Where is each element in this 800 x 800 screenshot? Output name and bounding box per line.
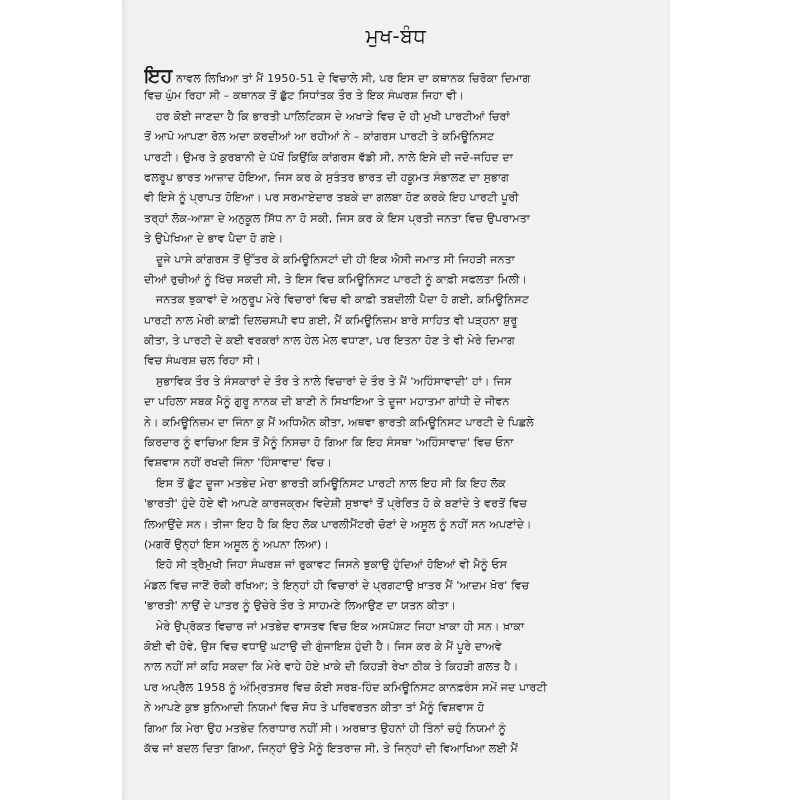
text-line: ਹਰ ਕੋਈ ਜਾਣਦਾ ਹੈ ਕਿ ਭਾਰਤੀ ਪਾਲਿਟਿਕਸ ਦੇ ਅਖਾੜੇ ਵਿਚ ਦੋ ਹੀ ਮੁਖੀ ਪਾਰਟੀਆਂ ਚਿਰਾਂ xyxy=(156,109,510,123)
text-line: ਵਿਚ ਸੰਘਰਸ਼ ਚਲ ਰਿਹਾ ਸੀ। xyxy=(144,354,262,368)
text-line: ਤਰ੍ਹਾਂ ਲੋਕ-ਆਸ਼ਾ ਦੇ ਅਨੁਕੂਲ ਸਿੱਧ ਨਾ ਹੋ ਸਕੀ, ਜਿਸ ਕਰ ਕੇ ਇਸ ਪ੍ਰਤੀ ਜਨਤਾ ਵਿਚ ਉਪਰਾਮਤਾ xyxy=(144,211,531,225)
text-line: 'ਭਾਰਤੀ' ਹੁੰਦੇ ਹੋਏ ਵੀ ਆਪਣੇ ਕਾਰਜਕ੍ਰਮ ਵਿਦੇਸ਼ੀ ਸੁਝਾਵਾਂ ਤੋਂ ਪ੍ਰੇਰਿਤ ਹੋ ਕੇ ਬਣਾਂਦੇ ਤੇ ਵਰਤੋਂ ਵਿਚ xyxy=(144,497,528,511)
text-line: ਨੇ। ਕਮਿਊਨਿਜ਼ਮ ਦਾ ਜਿੰਨਾ ਕੁ ਮੈਂ ਅਧਿਐਨ ਕੀਤਾ, ਅਥਵਾ ਭਾਰਤੀ ਕਮਿਊਨਿਸਟ ਪਾਰਟੀ ਦੇ ਪਿਛਲੇ xyxy=(144,415,534,429)
paragraph xyxy=(144,290,652,372)
text-line: ਦੂਜੇ ਪਾਸੇ ਕਾਂਗਰਸ ਤੋਂ ਉੱਤਰ ਕੇ ਕਮਿਊਨਿਸਟਾਂ ਦੀ ਹੀ ਇਕ ਐਸੀ ਜਮਾਤ ਸੀ ਜਿਹੜੀ ਜਨਤਾ xyxy=(156,252,515,266)
text-line: ਪਰ ਅਪ੍ਰੈਲ 1958 ਨੂੰ ਅੰਮ੍ਰਿਤਸਰ ਵਿਚ ਕੋਈ ਸਰਬ-ਹਿੰਦ ਕਮਿਊਨਿਸਟ ਕਾਨਫ਼ਰੰਸ ਸਮੇਂ ਜਦ ਪਾਰਟੀ xyxy=(144,680,547,694)
text-line: 'ਭਾਰਤੀ' ਨਾਉਂ ਦੇ ਪਾਤਰ ਨੂੰ ਉਚੇਰੇ ਤੌਰ ਤੇ ਸਾਹਮਣੇ ਲਿਆਉਣ ਦਾ ਯਤਨ ਕੀਤਾ। xyxy=(144,599,456,613)
text-line: ਜਨਤਕ ਝੁਕਾਵਾਂ ਦੇ ਅਨੁਰੂਪ ਮੇਰੇ ਵਿਚਾਰਾਂ ਵਿਚ ਵੀ ਕਾਫ਼ੀ ਤਬਦੀਲੀ ਪੈਦਾ ਹੋ ਗਈ, ਕਮਿਊਨਿਸਟ xyxy=(156,293,529,307)
text-line: ਤੇ ਉਪੇਖਿਆ ਦੇ ਭਾਵ ਪੈਦਾ ਹੋ ਗਏ। xyxy=(144,232,284,246)
paragraph xyxy=(144,555,652,616)
text-line: ਇਹੋ ਸੀ ਤ੍ਰੈਮੁਖੀ ਜਿਹਾ ਸੰਘਰਸ਼ ਜਾਂ ਰੁਕਾਵਟ ਜਿਸਨੇ ਝੁਕਾਉ ਹੁੰਦਿਆਂ ਹੋਇਆਂ ਵੀ ਮੈਨੂੰ ਓਸ xyxy=(156,558,508,572)
page-heading: ਮੁਖ-ਬੰਧ xyxy=(365,24,427,48)
text-line: ਨੇ ਆਪਣੇ ਕੁਝ ਬੁਨਿਆਦੀ ਨਿਯਮਾਂ ਵਿਚ ਸੋਧ ਤੇ ਪਰਿਵਰਤਨ ਕੀਤਾ ਤਾਂ ਮੈਨੂੰ ਵਿਸ਼ਵਾਸ ਹੋ xyxy=(144,701,485,715)
paragraph xyxy=(144,66,652,107)
text-line: ਸੁਭਾਵਿਕ ਤੌਰ ਤੇ ਸੰਸਕਾਰਾਂ ਦੇ ਤੌਰ ਤੇ ਨਾਲੇ ਵਿਚਾਰਾਂ ਦੇ ਤੌਰ ਤੇ ਮੈਂ 'ਅਹਿੰਸਾਵਾਦੀ' ਹਾਂ। ਜਿਸ xyxy=(156,374,512,388)
text-line-content: ਨਾਵਲ ਲਿਖਿਆ ਤਾਂ ਮੈਂ 1950-51 ਦੇ ਵਿਚਾਲੇ ਸੀ, ਪਰ ਇਸ ਦਾ ਕਥਾਨਕ ਚਿਰੋਕਾ ਦਿਮਾਗ xyxy=(176,72,531,85)
text-line: ਕੱਢ ਜਾਂ ਬਦਲ ਦਿਤਾ ਗਿਆ, ਜਿਨ੍ਹਾਂ ਉਤੇ ਮੈਨੂੰ ਇਤਰਾਜ਼ ਸੀ, ਤੇ ਜਿਨ੍ਹਾਂ ਦੀ ਵਿਆਖਿਆ ਲਈ ਮੈਂ xyxy=(144,741,518,755)
text-line: ਨਾਲ ਨਹੀਂ ਸਾਂ ਕਹਿ ਸਕਦਾ ਕਿ ਮੇਰੇ ਵਾਹੇ ਹੋਏ ਖ਼ਾਕੇ ਦੀ ਕਿਹੜੀ ਰੇਖਾ ਠੀਕ ਤੇ ਕਿਹੜੀ ਗਲਤ ਹੈ। xyxy=(144,660,519,674)
text-line: ਦੀਆਂ ਰੁਚੀਆਂ ਨੂੰ ਖਿੱਚ ਸਕਦੀ ਸੀ, ਤੇ ਇਸ ਵਿਚ ਕਮਿਊਨਿਸਟ ਪਾਰਟੀ ਨੂੰ ਕਾਫ਼ੀ ਸਫਲਤਾ ਮਿਲੀ। xyxy=(144,272,527,286)
book-page xyxy=(122,0,670,800)
text-line: ਗਿਆ ਕਿ ਮੇਰਾ ਉਹ ਮਤਭੇਦ ਨਿਰਾਧਾਰ ਨਹੀਂ ਸੀ। ਅਰਥਾਤ ਉਹਨਾਂ ਹੀ ਤਿੰਨਾਂ ਚਹੁੰ ਨਿਯਮਾਂ ਨੂੰ xyxy=(144,721,506,735)
paragraph xyxy=(144,372,652,474)
paragraph xyxy=(144,474,652,556)
text-line: ਵੀ ਇਸੇ ਨੂੰ ਪ੍ਰਾਪਤ ਹੋਇਆ। ਪਰ ਸਰਮਾਏਦਾਰ ਤਬਕੇ ਦਾ ਗਲਬਾ ਹੋਣ ਕਰਕੇ ਇਹ ਪਾਰਟੀ ਪੂਰੀ xyxy=(144,191,519,205)
text-line: ਲਿਆਉਂਦੇ ਸਨ। ਤੀਜਾ ਇਹ ਹੈ ਕਿ ਇਹ ਲੋਕ ਪਾਰਲੀਮੈਂਟਰੀ ਚੋਣਾਂ ਦੇ ਅਸੂਲ ਨੂੰ ਨਹੀਂ ਸਨ ਅਪਣਾਂਦੇ। xyxy=(144,517,532,531)
text-line: ਵਿਚ ਘੁੰਮ ਰਿਹਾ ਸੀ – ਕਥਾਨਕ ਤੋਂ ਛੁੱਟ ਸਿਧਾਂਤਕ ਤੌਰ ਤੇ ਇਕ ਸੰਘਰਸ਼ ਜਿਹਾ ਵੀ। xyxy=(144,89,465,103)
drop-lead-word: ਇਹ xyxy=(144,66,173,87)
text-line: ਕਿਰਦਾਰ ਨੂੰ ਵਾਚਿਆ ਇਸ ਤੋਂ ਮੈਨੂੰ ਨਿਸਚਾ ਹੋ ਗਿਆ ਕਿ ਇਹ ਸੰਸਥਾ 'ਅਹਿੰਸਾਵਾਦ' ਵਿਚ ਓਨਾ xyxy=(144,436,514,450)
text-line: ਮੇਰੇ ਉਪ੍ਰੋਕਤ ਵਿਚਾਰ ਜਾਂ ਮਤਭੇਦ ਵਾਸਤਵ ਵਿਚ ਇਕ ਅਸਪੱਸ਼ਟ ਜਿਹਾ ਖ਼ਾਕਾ ਹੀ ਸਨ। ਖ਼ਾਕਾ xyxy=(156,619,525,633)
text-line: (ਮਗਰੋਂ ਉਨ੍ਹਾਂ ਇਸ ਅਸੂਲ ਨੂੰ ਅਪਨਾ ਲਿਆ)। xyxy=(144,537,330,551)
text-line: ਇਸ ਤੋਂ ਛੁੱਟ ਦੂਜਾ ਮਤਭੇਦ ਮੇਰਾ ਭਾਰਤੀ ਕਮਿਊਨਿਸਟ ਪਾਰਟੀ ਨਾਲ ਇਹ ਸੀ ਕਿ ਇਹ ਲੋਕ xyxy=(156,476,506,490)
paragraph xyxy=(144,107,652,250)
paragraph xyxy=(144,250,652,291)
text-line: ਪਾਰਟੀ। ਉਮਰ ਤੇ ਕੁਰਬਾਨੀ ਦੇ ਪੱਖੋਂ ਕਿਉਂਕਿ ਕਾਂਗਰਸ ਵੱਡੀ ਸੀ, ਨਾਲੇ ਇਸੇ ਦੀ ਜਦੋ-ਜਹਿਦ ਦਾ xyxy=(144,150,514,164)
text-line: ਕੋਈ ਵੀ ਹੋਵੇ, ਉਸ ਵਿਚ ਵਧਾਉ ਘਟਾਉ ਦੀ ਗੁੰਜਾਇਸ਼ ਹੁੰਦੀ ਹੈ। ਜਿਸ ਕਰ ਕੇ ਮੈਂ ਪੂਰੇ ਦਾਅਵੇ xyxy=(144,639,502,653)
paragraph xyxy=(144,617,652,760)
text-line: ਕੀਤਾ, ਤੇ ਪਾਰਟੀ ਦੇ ਕਈ ਵਰਕਰਾਂ ਨਾਲ ਹੇਲ ਮੇਲ ਵਧਾਣਾ, ਪਰ ਇਤਨਾ ਹੋਣ ਤੇ ਵੀ ਮੇਰੇ ਦਿਮਾਗ xyxy=(144,334,515,348)
text-line: ਦਾ ਪਹਿਲਾ ਸਬਕ ਮੈਨੂੰ ਗੁਰੂ ਨਾਨਕ ਦੀ ਬਾਣੀ ਨੇ ਸਿਖਾਇਆ ਤੇ ਦੂਜਾ ਮਹਾਤਮਾ ਗਾਂਧੀ ਦੇ ਜੀਵਨ xyxy=(144,395,510,409)
page-body xyxy=(144,66,652,759)
text-line: ਫਲਰੂਪ ਭਾਰਤ ਆਜ਼ਾਦ ਹੋਇਆ, ਜਿਸ ਕਰ ਕੇ ਸੁਤੰਤਰ ਭਾਰਤ ਦੀ ਹਕੂਮਤ ਸੰਭਾਲਣ ਦਾ ਸੁਭਾਗ xyxy=(144,170,509,184)
text-line: ਤੋਂ ਆਪੋ ਆਪਣਾ ਰੋਲ ਅਦਾ ਕਰਦੀਆਂ ਆ ਰਹੀਆਂ ਨੇ – ਕਾਂਗਰਸ ਪਾਰਟੀ ਤੇ ਕਮਿਊਨਿਸਟ xyxy=(144,130,495,144)
text-line: ਮੰਡਲ ਵਿਚ ਜਾਣੋਂ ਰੋਕੀ ਰਖਿਆ; ਤੇ ਇਨ੍ਹਾਂ ਹੀ ਵਿਚਾਰਾਂ ਦੇ ਪ੍ਰਗਟਾਉ ਖ਼ਾਤਰ ਮੈਂ 'ਆਦਮ ਖ਼ੋਰ' ਵਿਚ xyxy=(144,578,530,592)
text-line: ਪਾਰਟੀ ਨਾਲ ਮੇਰੀ ਕਾਫ਼ੀ ਦਿਲਚਸਪੀ ਵਧ ਗਈ, ਮੈਂ ਕਮਿਊਨਿਜ਼ਮ ਬਾਰੇ ਸਾਹਿਤ ਵੀ ਪੜ੍ਹਨਾ ਸ਼ੁਰੂ xyxy=(144,313,518,327)
text-line xyxy=(144,66,652,86)
text-line: ਵਿਸ਼ਵਾਸ ਨਹੀਂ ਰਖਦੀ ਜਿੰਨਾ 'ਹਿੰਸਾਵਾਦ' ਵਿਚ। xyxy=(144,456,332,470)
